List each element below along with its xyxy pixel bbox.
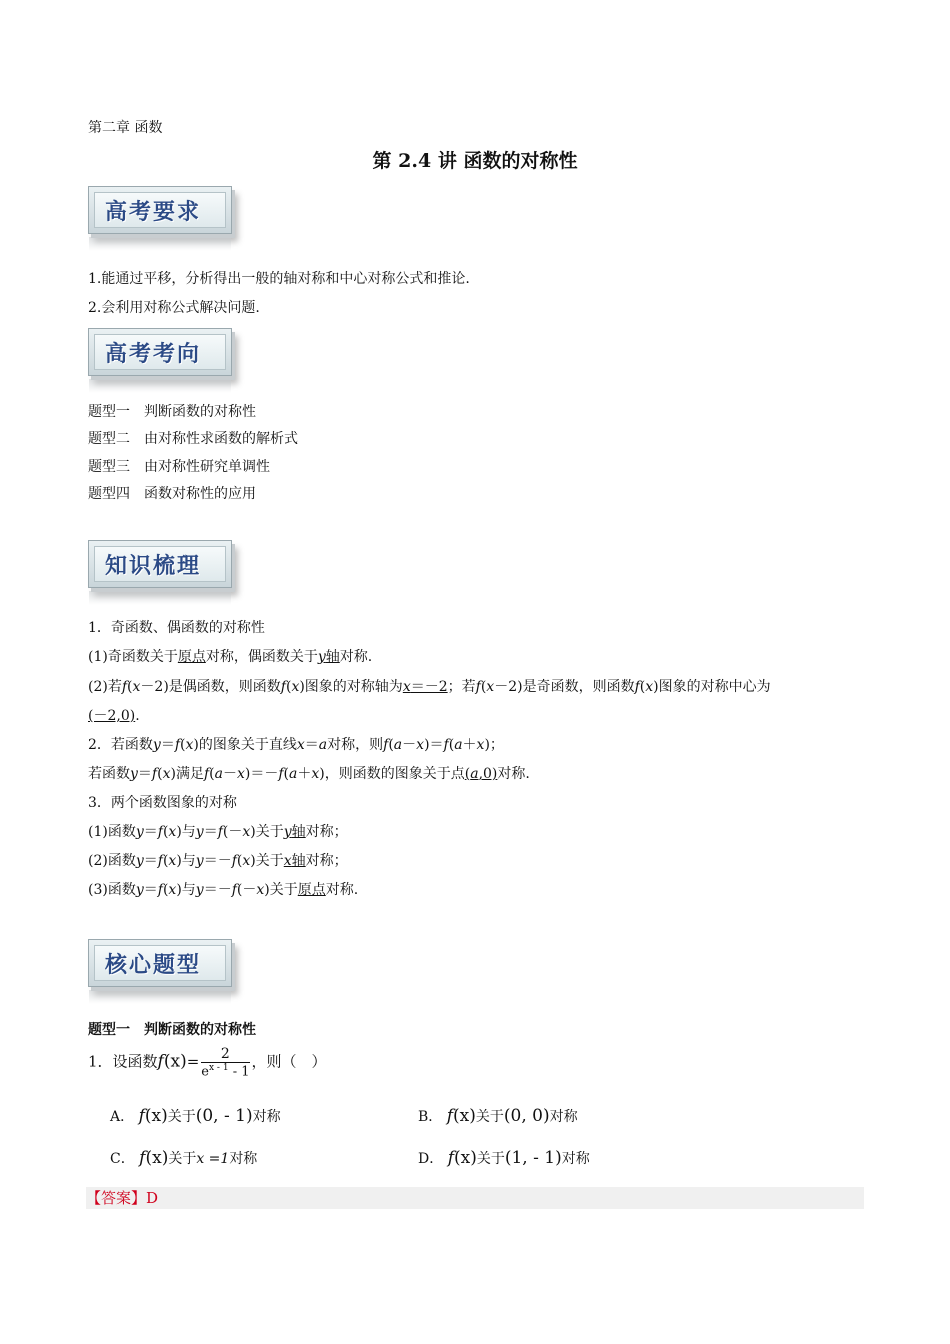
text: x [168,882,177,898]
numerator: 2 [201,1046,249,1063]
text: (0, - 1) [195,1106,253,1126]
fraction [201,1046,249,1079]
text: (2)若 [88,679,122,695]
text: B． [418,1109,443,1125]
text: 对称 [549,1109,578,1125]
text: 关于 [475,1109,504,1125]
text: 对称； [305,824,348,840]
text: 关于 [168,1151,197,1167]
text: x [242,853,251,869]
text: ( [162,882,169,898]
text: f [383,737,389,753]
text: x [242,824,251,840]
text: f [446,1106,454,1126]
text: (x) [453,1148,477,1168]
text: x [283,853,292,869]
text: (0, 0) [503,1106,550,1126]
text: f [151,766,158,782]
option-c[interactable] [110,1148,257,1168]
banner-knowledge [88,540,232,588]
text: 对称 [229,1151,258,1167]
text: ＝－ [203,853,232,869]
text: ；若 [447,679,476,695]
text: a [454,737,463,753]
text: －2)是偶函数，则函数 [140,679,281,695]
text: x [476,737,485,753]
text: ＝ [304,737,319,753]
text: (1)奇函数关于 [88,649,178,665]
text: x [296,737,305,753]
text: y [130,766,138,782]
answer-bar [86,1187,864,1209]
direction-item: 题型二 由对称性求函数的解析式 [88,431,298,447]
text: － [402,737,417,753]
text: ( [639,679,646,695]
text: )＝ [424,737,444,753]
text: (1, - 1) [504,1148,562,1168]
text: )＝－ [244,766,279,782]
text: f [443,737,449,753]
text: (3)函数 [88,882,136,898]
text: . [135,708,140,724]
text: x [236,766,245,782]
text: 对称，偶函数关于 [205,649,318,665]
text: )满足 [170,766,204,782]
text: ( [236,853,243,869]
text: ( [285,679,292,695]
text: ( [162,853,169,869]
knowledge-line-m1 [88,821,348,841]
text: ＝ [143,882,158,898]
text: ＝ [143,853,158,869]
text: a [318,737,328,753]
text: - 1 [228,1064,250,1080]
text: )与 [176,882,196,898]
text: 2．若函数 [88,737,153,753]
text: 轴 [291,853,306,869]
text: x [168,824,177,840]
text: ( [127,679,133,695]
text: a [214,766,223,782]
text: )，则函数的图象关于点 [319,766,465,782]
text: f [157,824,163,840]
text: )图象的对称轴为 [299,679,403,695]
text: x [311,766,320,782]
text: 原点 [297,882,326,898]
text: － [222,766,237,782]
text: ( [157,766,163,782]
option-a[interactable] [110,1106,281,1126]
text: ＝ [143,824,158,840]
direction-item: 题型三 由对称性研究单调性 [88,459,270,475]
text: ,0) [478,766,498,782]
text: y [135,882,144,898]
text: (－ [222,824,243,840]
text: ＝－2 [410,679,448,695]
answer-tag: 【答案】 [86,1189,147,1207]
text: －2)是奇函数，则函数 [494,679,635,695]
question-1 [88,1046,327,1079]
text: y [283,824,292,840]
text: (x) [144,1106,168,1126]
knowledge-line-m2 [88,850,348,870]
text: ( [283,766,289,782]
text: e [201,1064,209,1080]
text: y [135,853,144,869]
banner-direction [88,328,232,376]
text: C． [110,1151,135,1167]
text: 关于 [167,1109,196,1125]
text: a [289,766,298,782]
page-title: 第 2.4 讲 函数的对称性 [372,150,578,172]
text: ＝ [137,766,152,782]
knowledge-line-2-cont [88,705,140,725]
text: f [157,882,163,898]
text: )； [484,737,504,753]
text: f [634,679,640,695]
text: 轴 [325,649,340,665]
text: y [152,737,161,753]
text: f [121,679,128,695]
text: a [393,737,403,753]
text: y [195,882,204,898]
text: ，则（ ） [251,1052,327,1071]
text: f [139,1148,146,1168]
knowledge-heading-1: 1．奇函数、偶函数的对称性 [88,620,265,636]
text: f [231,882,237,898]
knowledge-line-m3 [88,879,358,899]
text: ( [448,737,455,753]
exponent: x - 1 [208,1063,229,1073]
knowledge-line-1 [88,646,372,666]
text: 原点 [177,649,206,665]
text: ( [388,737,394,753]
text: (x) [145,1148,169,1168]
text: 对称 [252,1109,281,1125]
text: (x) [453,1106,476,1126]
knowledge-line-3 [88,763,530,783]
knowledge-heading-3: 3．两个函数图象的对称 [88,795,237,811]
text: f [280,679,286,695]
text: (2)函数 [88,853,136,869]
text: 对称 [561,1151,590,1167]
option-b[interactable] [418,1106,578,1126]
banner-label: 知识梳理 [105,552,202,579]
text: x [402,679,411,695]
text: )关于 [264,882,298,898]
text: x [291,679,300,695]
knowledge-heading-2 [88,734,504,754]
text: f [157,853,163,869]
text: )与 [176,824,196,840]
text: D． [418,1151,444,1167]
text: x [168,853,177,869]
text: ( [180,737,186,753]
banner-core [88,939,232,987]
text: ( [480,679,487,695]
text: 对称. [325,882,359,898]
text: y [317,649,326,665]
text: x [645,679,654,695]
text: )的图象关于直线 [193,737,297,753]
option-d[interactable] [418,1148,590,1168]
text: ＋ [297,766,312,782]
requirement-item: 1.能通过平移，分析得出一般的轴对称和中心对称公式和推论. [88,271,470,287]
text: A． [110,1109,135,1125]
denominator [201,1063,249,1079]
text: ( [162,824,169,840]
text: f [475,679,481,695]
text: f [447,1148,454,1168]
text: ( [209,766,215,782]
text: ＝ [203,824,218,840]
text: x [162,766,171,782]
text: f [217,824,223,840]
text: 对称； [305,853,348,869]
text: y [195,824,204,840]
requirement-item: 2.会利用对称公式解决问题. [88,300,260,316]
text: 对称. [497,766,530,782]
text: f [278,766,284,782]
text: f [174,737,181,753]
text: )关于 [250,824,284,840]
knowledge-line-2 [88,676,771,696]
direction-item: 题型四 函数对称性的应用 [88,486,256,502]
text: ( [464,766,471,782]
text: x [132,679,141,695]
text: x [185,737,194,753]
text: y [195,853,204,869]
text: (－ [236,882,257,898]
direction-item: 题型一 判断函数的对称性 [88,404,256,420]
text: x [486,679,495,695]
banner-label: 高考要求 [105,198,202,225]
text: f [203,766,210,782]
text: 若函数 [88,766,130,782]
text: y [135,824,144,840]
chapter-label: 第二章 函数 [88,120,163,136]
text: ＋ [462,737,477,753]
text: (x) [163,1051,187,1072]
text: f [231,853,237,869]
text: ＝ [160,737,175,753]
text: x =1 [196,1151,230,1167]
text: 轴 [291,824,306,840]
text: )关于 [250,853,284,869]
text: 对称，则 [327,737,384,753]
core-section-title: 题型一 判断函数的对称性 [88,1022,256,1038]
text: x [256,882,265,898]
text: (1)函数 [88,824,136,840]
text: x [416,737,425,753]
text: ＝－ [203,882,232,898]
banner-requirements [88,186,232,234]
text: 对称. [339,649,373,665]
text: 关于 [476,1151,505,1167]
answer-value: D [146,1189,159,1207]
text: f [138,1106,145,1126]
text: f [157,1051,164,1072]
text: = [186,1052,200,1071]
text: )与 [176,853,196,869]
text: 1．设函数 [88,1052,158,1071]
text: a [470,766,479,782]
banner-label: 核心题型 [105,951,202,978]
banner-label: 高考考向 [105,340,202,367]
text: )图象的对称中心为 [653,679,771,695]
text: (－2,0) [88,708,136,724]
